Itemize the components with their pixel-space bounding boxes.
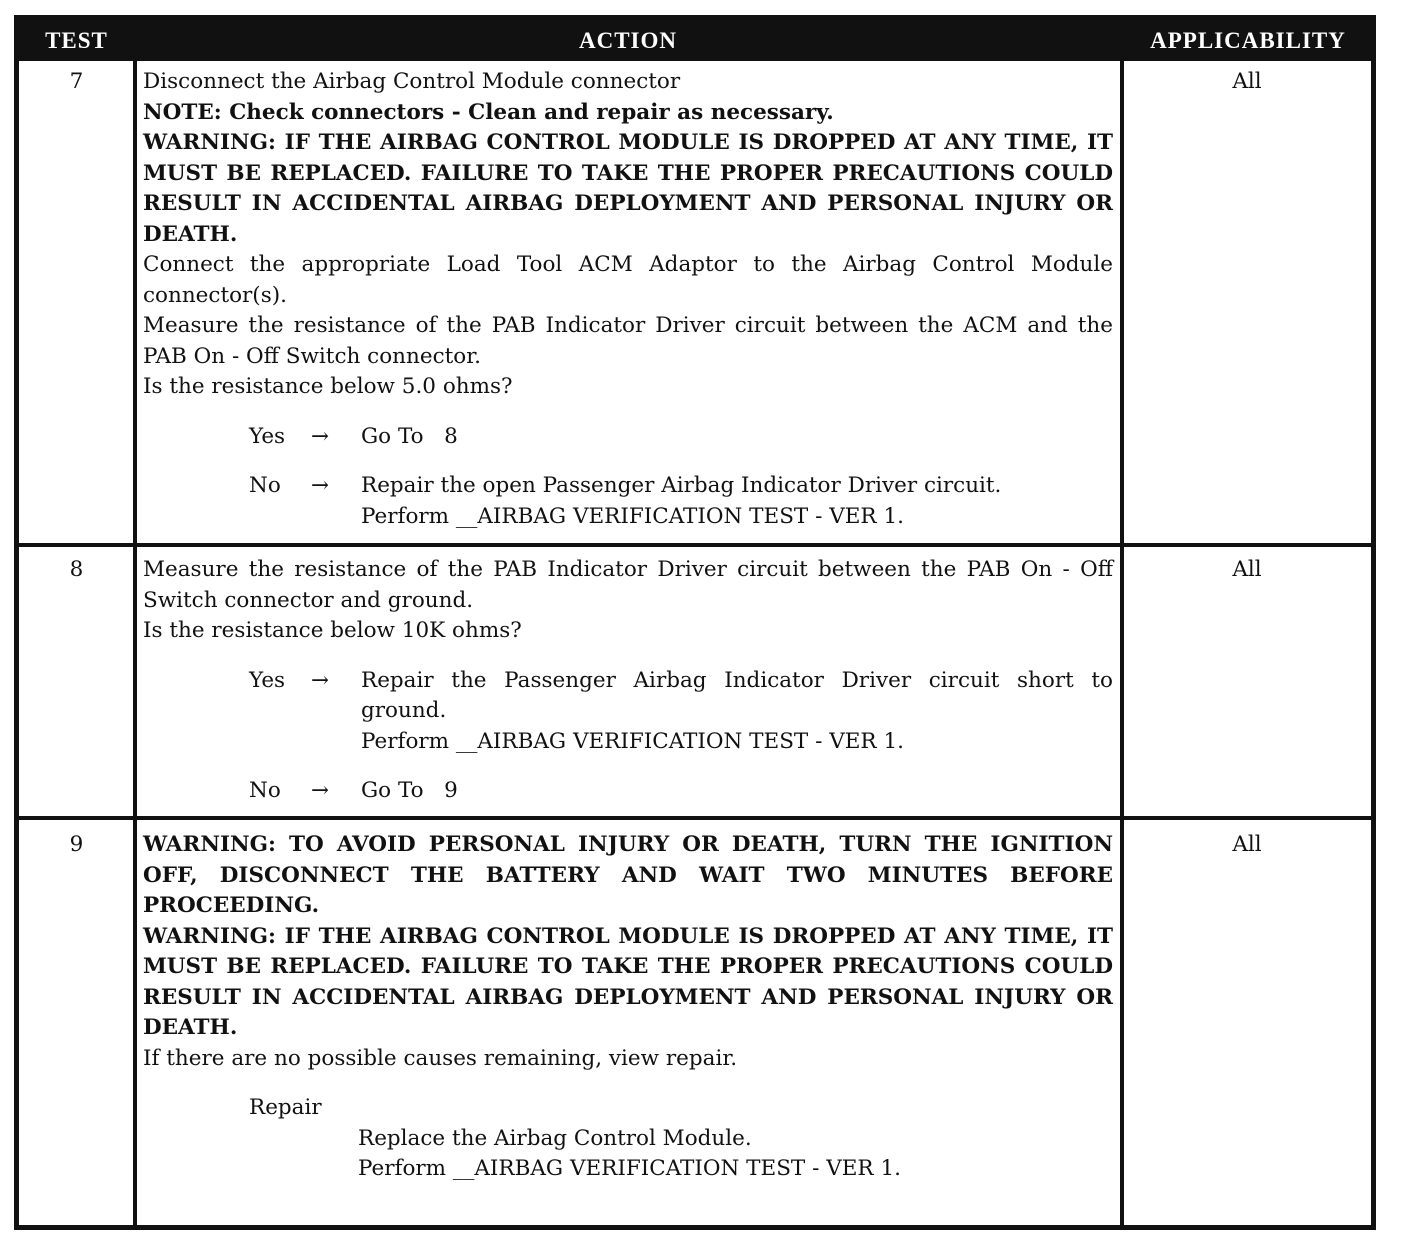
action-cell [143, 830, 1113, 1185]
yes-action: Go To 8 [361, 423, 458, 449]
note-text: NOTE: Check connectors - Clean and repair as necessary. [143, 99, 834, 125]
applicability: All [1232, 832, 1262, 857]
diagnostic-table [14, 15, 1376, 1230]
row-divider [19, 543, 1371, 547]
perform-test: Perform __AIRBAG VERIFICATION TEST - VER 1. [358, 1156, 901, 1181]
warning-text: WARNING: TO AVOID PERSONAL INJURY OR DEATH, TURN THE IGNITION OFF, DISCONNECT THE BATTERY AND WAIT TWO MINUTES BEFORE PROCEEDING. [143, 832, 1113, 918]
row-divider [19, 816, 1371, 820]
question-text: Is the resistance below 10K ohms? [143, 618, 522, 643]
action-text: Disconnect the Airbag Control Module connector [143, 69, 681, 94]
action-text: Measure the resistance of the PAB Indicator Driver circuit between the ACM and the PAB On - Off Switch connector. [143, 313, 1113, 369]
test-number: 7 [69, 69, 84, 94]
action-cell [143, 67, 1113, 532]
table-header [19, 20, 1371, 61]
repair-block [143, 1093, 1113, 1185]
applicability: All [1232, 69, 1262, 94]
yes-label: Yes [249, 423, 286, 449]
no-action: Repair the open Passenger Airbag Indicator Driver circuit. [361, 473, 1002, 498]
action-text: If there are no possible causes remaining, view repair. [143, 1045, 738, 1071]
warning-text: WARNING: IF THE AIRBAG CONTROL MODULE IS DROPPED AT ANY TIME, IT MUST BE REPLACED. FAILURE TO TAKE THE PROPER PRECAUTIONS COULD RESULT IN ACCIDENTAL AIRBAG DEPLOYMENT AND PERSONAL INJURY OR DEATH. [143, 923, 1113, 1040]
yes-action: Repair the Passenger Airbag Indicator Driver circuit short to ground. [361, 667, 1113, 723]
test-number: 9 [69, 832, 84, 857]
arrow-icon: → [311, 473, 330, 498]
perform-test: Perform __AIRBAG VERIFICATION TEST - VER 1. [361, 503, 904, 529]
question-text: Is the resistance below 5.0 ohms? [143, 374, 513, 399]
no-action: Go To 9 [361, 778, 458, 803]
header-action: ACTION [578, 28, 677, 53]
yes-branch [143, 666, 1113, 758]
column-divider [1120, 61, 1124, 1225]
action-text: Measure the resistance of the PAB Indicator Driver circuit between the PAB On - Off Switch connector and ground. [143, 557, 1113, 613]
yes-label: Yes [249, 667, 286, 693]
repair-action: Replace the Airbag Control Module. [358, 1125, 752, 1151]
column-divider [133, 61, 137, 1225]
repair-label: Repair [249, 1095, 322, 1120]
arrow-icon: → [311, 667, 330, 693]
yes-branch [143, 422, 1113, 453]
no-label: No [249, 778, 281, 803]
header-applicability: APPLICABILITY [1150, 28, 1346, 53]
warning-text: WARNING: IF THE AIRBAG CONTROL MODULE IS DROPPED AT ANY TIME, IT MUST BE REPLACED. FAILURE TO TAKE THE PROPER PRECAUTIONS COULD RESULT IN ACCIDENTAL AIRBAG DEPLOYMENT AND PERSONAL INJURY OR DEATH. [143, 130, 1113, 247]
action-cell [143, 555, 1113, 807]
perform-test: Perform __AIRBAG VERIFICATION TEST - VER 1. [361, 728, 904, 754]
test-number: 8 [69, 557, 84, 582]
arrow-icon: → [311, 778, 330, 803]
no-branch [143, 471, 1113, 532]
header-test: TEST [45, 28, 108, 53]
arrow-icon: → [311, 423, 330, 449]
applicability: All [1232, 557, 1262, 582]
no-label: No [249, 473, 281, 498]
action-text: Connect the appropriate Load Tool ACM Adaptor to the Airbag Control Module connector(s). [143, 252, 1113, 308]
no-branch [143, 776, 1113, 807]
